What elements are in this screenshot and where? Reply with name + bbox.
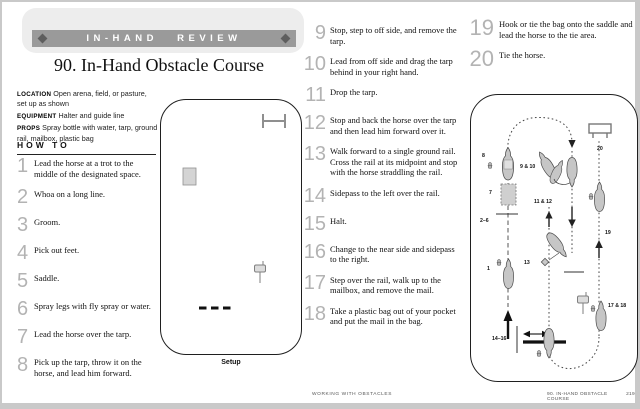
location-value: Open arena, field, or pasture, set up as shown bbox=[17, 89, 147, 109]
step-9 bbox=[303, 24, 461, 46]
banner-title: IN-HAND REVIEW bbox=[86, 33, 242, 44]
horse-icon bbox=[544, 329, 554, 359]
step-text: Lead the horse over the tarp. bbox=[34, 329, 132, 340]
step-text: Stop and back the horse over the tarp and then lead him forward over it. bbox=[330, 115, 457, 136]
steps-column-left bbox=[17, 157, 158, 387]
step-15 bbox=[303, 212, 461, 235]
step-7 bbox=[17, 328, 158, 347]
start-arrowhead bbox=[504, 310, 513, 321]
step-text: Groom. bbox=[34, 217, 61, 228]
horse-icon bbox=[596, 301, 606, 331]
mailbox-icon bbox=[255, 261, 266, 283]
step-number: 4 bbox=[17, 242, 29, 265]
step-18 bbox=[303, 302, 461, 327]
step-number: 20 bbox=[469, 46, 494, 72]
label-7: 7 bbox=[489, 190, 492, 196]
step-number: 5 bbox=[17, 270, 29, 293]
step-5 bbox=[17, 272, 158, 291]
step-text: Tie the horse. bbox=[499, 50, 546, 61]
label-20: 20 bbox=[597, 146, 603, 152]
step-number: 2 bbox=[17, 186, 29, 209]
step-number: 17 bbox=[303, 271, 326, 294]
step-text: Whoa on a long line. bbox=[34, 189, 106, 200]
handler-icon bbox=[591, 306, 595, 312]
footer-exercise-name: 90. IN-HAND OBSTACLE COURSE bbox=[547, 392, 608, 402]
horse-icon bbox=[544, 230, 570, 260]
steps-column-right bbox=[468, 15, 638, 79]
handler-icon bbox=[488, 163, 492, 169]
label-14-16: 14–16 bbox=[492, 336, 507, 342]
step-text: Saddle. bbox=[34, 273, 60, 284]
step-4 bbox=[17, 244, 158, 263]
step-number: 1 bbox=[17, 155, 29, 177]
page bbox=[2, 2, 635, 403]
horse-icon bbox=[594, 182, 604, 212]
label-13: 13 bbox=[524, 260, 530, 266]
step-text: Lead from off side and drag the tarp behind in your right hand. bbox=[330, 56, 453, 77]
up-arrowhead-right bbox=[595, 240, 603, 248]
step-13 bbox=[303, 145, 461, 178]
horse-icon bbox=[503, 259, 513, 289]
tarp-icon bbox=[501, 184, 516, 205]
equipment-row bbox=[17, 111, 158, 121]
course-path-bottom-loop bbox=[549, 331, 599, 369]
step-number: 15 bbox=[303, 212, 326, 235]
how-to-heading: HOW TO bbox=[17, 140, 156, 155]
label-11-12: 11 & 12 bbox=[534, 199, 552, 205]
setup-diagram-svg bbox=[161, 100, 300, 353]
step-number: 9 bbox=[314, 22, 326, 44]
pointer-line bbox=[549, 253, 559, 260]
arrowhead-left bbox=[523, 331, 530, 337]
step-text: Pick up the tarp, throw it on the horse, and lead him forward. bbox=[34, 357, 142, 378]
step-text: Halt. bbox=[330, 215, 347, 226]
up-arrowhead-mid bbox=[545, 211, 552, 219]
steps-column-middle bbox=[303, 24, 461, 336]
info-block bbox=[17, 89, 158, 146]
handler-icon bbox=[537, 351, 541, 357]
step-14 bbox=[303, 184, 461, 207]
course-diagram bbox=[470, 94, 638, 382]
step-12 bbox=[303, 114, 461, 136]
label-8: 8 bbox=[482, 153, 485, 159]
setup-diagram bbox=[160, 99, 302, 355]
equipment-value: Halter and guide line bbox=[58, 111, 125, 121]
diamond-icon bbox=[281, 34, 291, 44]
tie-rail-icon bbox=[263, 114, 285, 128]
step-17 bbox=[303, 271, 461, 296]
step-number: 19 bbox=[469, 15, 494, 40]
step-16 bbox=[303, 240, 461, 265]
label-19: 19 bbox=[605, 230, 611, 236]
step-number: 10 bbox=[303, 53, 326, 76]
step-11 bbox=[303, 86, 461, 105]
step-number: 8 bbox=[17, 354, 29, 377]
step-text: Stop, step to off side, and remove the tarp. bbox=[330, 25, 457, 46]
step-number: 18 bbox=[303, 302, 326, 325]
down-arrowhead bbox=[568, 220, 576, 228]
diamond-marker-icon bbox=[541, 258, 548, 265]
tie-rail-icon bbox=[589, 124, 611, 138]
step-number: 6 bbox=[17, 298, 29, 321]
step-20 bbox=[468, 46, 638, 72]
step-number: 7 bbox=[17, 326, 29, 349]
footer-exercise-title bbox=[547, 392, 635, 402]
step-2 bbox=[17, 188, 158, 207]
step-text: Drop the tarp. bbox=[330, 87, 378, 98]
tarp-icon bbox=[183, 168, 196, 185]
step-text: Spray legs with fly spray or water. bbox=[34, 301, 151, 312]
props-label: PROPS bbox=[17, 125, 41, 133]
label-2-6: 2–6 bbox=[480, 218, 489, 224]
location-label: LOCATION bbox=[17, 91, 52, 98]
step-8 bbox=[17, 356, 158, 378]
handler-icon bbox=[589, 194, 593, 200]
page-title: 90. In-Hand Obstacle Course bbox=[54, 55, 264, 75]
label-1: 1 bbox=[487, 266, 490, 272]
location-row bbox=[17, 89, 158, 109]
step-19 bbox=[468, 15, 638, 40]
equipment-label: EQUIPMENT bbox=[17, 113, 57, 121]
footer-page-number: 219 bbox=[626, 392, 635, 397]
step-number: 14 bbox=[303, 184, 326, 207]
step-number: 13 bbox=[303, 143, 326, 166]
step-10 bbox=[303, 55, 461, 77]
setup-caption: Setup bbox=[221, 359, 241, 366]
step-text: Sidepass to the left over the rail. bbox=[330, 187, 440, 198]
label-9-10: 9 & 10 bbox=[520, 164, 536, 170]
course-path-top-loop bbox=[508, 117, 572, 153]
step-number: 11 bbox=[305, 84, 326, 107]
step-text: Change to the near side and sidepass to the right. bbox=[330, 243, 455, 265]
handler-icon bbox=[497, 260, 501, 266]
step-text: Pick out feet. bbox=[34, 245, 80, 256]
mailbox-icon bbox=[578, 292, 589, 314]
tarp-on-horse-icon bbox=[504, 160, 513, 169]
step-number: 3 bbox=[17, 214, 29, 237]
props-value: Spray bottle with water, tarp, ground rail, mailbox, plastic bag bbox=[17, 123, 158, 143]
course-diagram-svg bbox=[471, 95, 636, 380]
section-banner bbox=[32, 30, 296, 47]
step-text: Lead the horse at a trot to the middle of the designated space. bbox=[34, 158, 141, 179]
step-number: 16 bbox=[303, 240, 326, 263]
step-text: Walk forward to a single ground rail. Cross the rail at its midpoint and stop with the horse straddling the rail. bbox=[330, 146, 458, 178]
step-6 bbox=[17, 300, 158, 319]
step-number: 12 bbox=[303, 112, 326, 135]
step-text: Take a plastic bag out of your pocket and put the mail in the bag. bbox=[330, 305, 456, 327]
footer-section-title: WORKING WITH OBSTACLES bbox=[312, 392, 393, 397]
step-text: Hook or tie the bag onto the saddle and lead the horse to the tie area. bbox=[499, 19, 633, 40]
horse-icon bbox=[567, 158, 577, 188]
loop-arrowhead bbox=[568, 140, 575, 148]
label-17-18: 17 & 18 bbox=[608, 303, 627, 309]
step-text: Step over the rail, walk up to the mailbox, and remove the mail. bbox=[330, 274, 441, 296]
step-3 bbox=[17, 216, 158, 235]
step-1 bbox=[17, 157, 158, 179]
